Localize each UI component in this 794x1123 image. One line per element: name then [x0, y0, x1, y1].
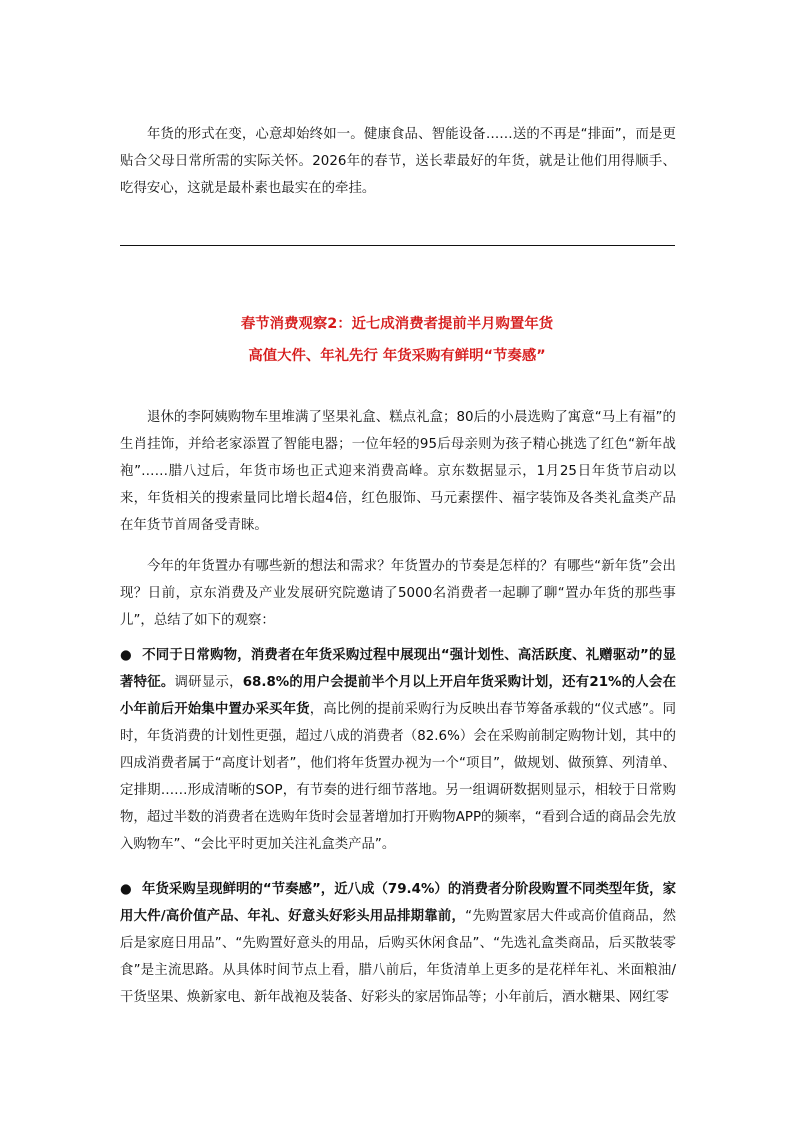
bullet-1-statistic: 68.8%的用户会提前半个月以上开启年货采购计划，还有21%的人会在小年前后开始集中置办采买年货 [120, 675, 677, 717]
section-title-line-2: 高值大件、年礼先行 年货采购有鲜明“节奏感” [248, 348, 546, 364]
intro-paragraph: 年货的形式在变，心意却始终如一。健康食品、智能设备……送的不再是“排面”，而是更贴合父母日常所需的实际关怀。2026年的春节，送长辈最好的年货，就是让他们用得顺手、吃得安心，这就是最朴素也最实在的牵挂。 [120, 127, 676, 196]
bullet-item-2 [120, 876, 676, 1011]
section-title-line-1: 春节消费观察2：近七成消费者提前半月购置年货 [240, 316, 554, 332]
bullet-2-text: “先购置家居大件或高价值商品，然后是家庭日用品”、“先购置好意头的用品，后购买休闲食品”、“先选礼盒类商品，后买散装零食”是主流思路。从具体时间节点上看，腊八前后，年货清单上更多的是花样年礼、米面粮油/干货坚果、焕新家电、新年战袍及装备、好彩头的家居饰品等；小年前后，酒水糖果、网红零 [120, 909, 677, 1005]
body-paragraph-1: 退休的李阿姨购物车里堆满了坚果礼盒、糕点礼盒；80后的小晨选购了寓意“马上有福”的生肖挂饰，并给老家添置了智能电器；一位年轻的95后母亲则为孩子精心挑选了红色“新年战袍”……腊八过后，年货市场也正式迎来消费高峰。京东数据显示，1月25日年货节启动以来，年货相关的搜索量同比增长超4倍，红色服饰、马元素摆件、福字装饰及各类礼盒类产品在年货节首周备受青睐。 [120, 410, 676, 533]
bullet-2-lead: 年货采购呈现鲜明的“节奏感”，近八成（79.4%）的消费者分阶段购置不同类型年货，家用大件/高价值产品、年礼、好意头好彩头用品排期靠前， [120, 882, 676, 924]
body-paragraph-2: 今年的年货置办有哪些新的想法和需求？年货置办的节奏是怎样的？有哪些“新年货”会出现？日前，京东消费及产业发展研究院邀请了5000名消费者一起聊了聊“置办年货的那些事儿”，总结了如下的观察： [120, 559, 676, 628]
bullet-item-1 [120, 642, 676, 858]
section-divider [120, 245, 675, 246]
bullet-1-text-a: 调研显示， [174, 675, 243, 690]
bullet-icon: ● [120, 882, 132, 897]
bullet-icon: ● [120, 648, 132, 663]
bullet-1-lead: 不同于日常购物，消费者在年货采购过程中展现出“强计划性、高活跃度、礼赠驱动”的显著特征。 [120, 648, 676, 690]
bullet-1-text-b: ，高比例的提前采购行为反映出春节筹备承载的“仪式感”。同时，年货消费的计划性更强，超过八成的消费者（82.6%）会在采购前制定购物计划，其中的四成消费者属于“高度计划者”，他们将年货置办视为一个“项目”，做规划、做预算、列清单、定排期……形成清晰的SOP，有节奏的进行细节落地。另一组调研数据则显示，相较于日常购物，超过半数的消费者在选购年货时会显著增加打开购物APP的频率，“看到合适的商品会先放入购物车”、“会比平时更加关注礼盒类产品”。 [120, 702, 676, 852]
